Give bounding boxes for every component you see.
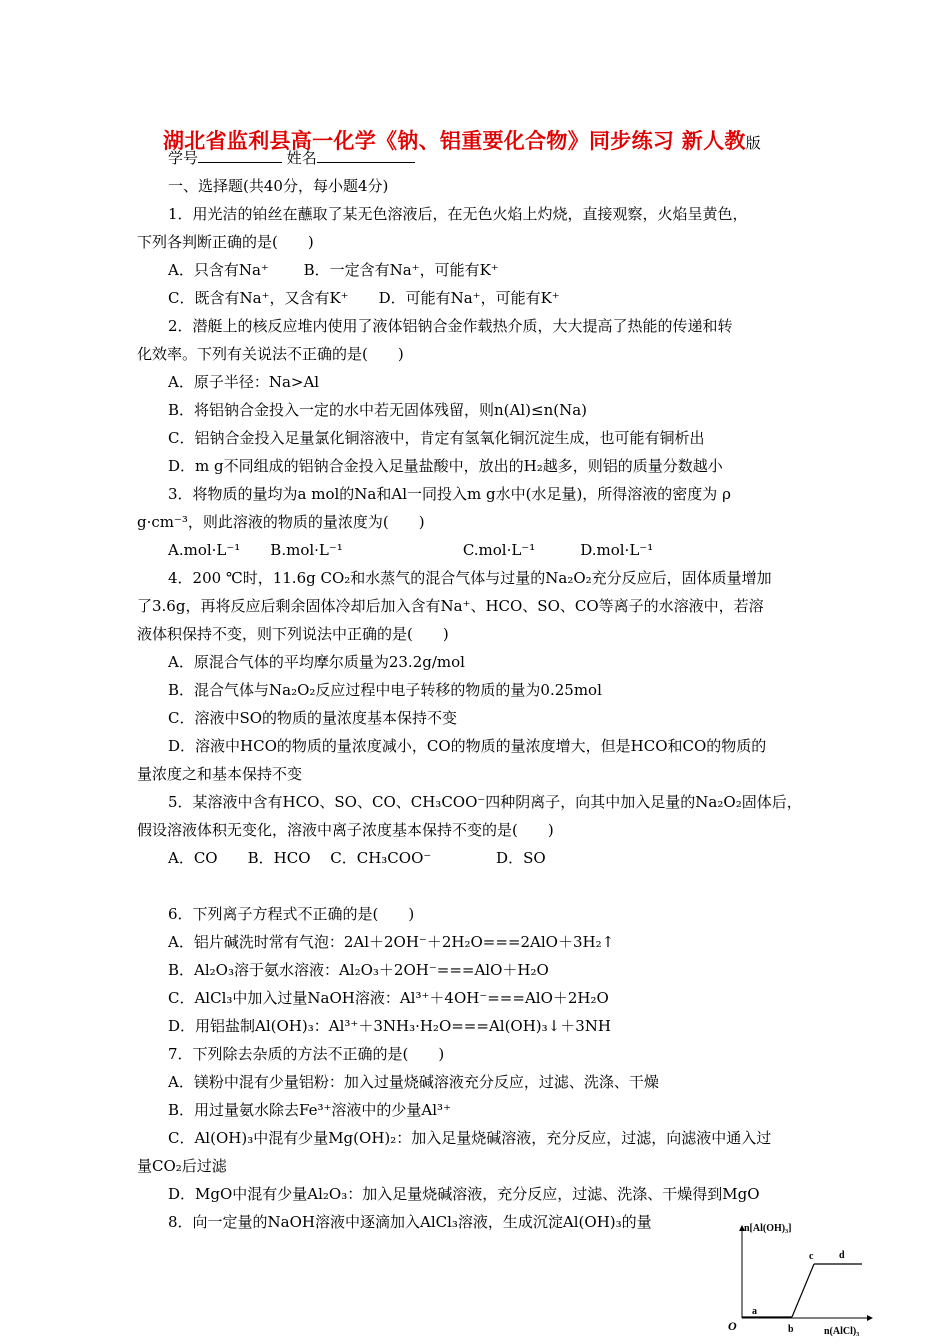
text-line: 量CO₂后过滤 — [137, 1157, 227, 1175]
document-title: 湖北省监利县高一化学《钠、铝重要化合物》同步练习 新人教版 — [163, 128, 762, 153]
text-line: B．用过量氨水除去Fe³⁺溶液中的少量Al³⁺ — [168, 1101, 451, 1119]
text-line: B．混合气体与Na₂O₂反应过程中电子转移的物质的量为0.25mol — [168, 681, 602, 699]
text-line: C．AlCl₃中加入过量NaOH溶液：Al³⁺＋4OH⁻===AlO＋2H₂O — [168, 989, 609, 1007]
point-c-label: c — [809, 1251, 814, 1262]
text-line: 一、选择题(共40分，每小题4分) — [168, 177, 389, 195]
text-line: 7．下列除去杂质的方法不正确的是( ) — [168, 1045, 445, 1063]
text-line: 下列各判断正确的是( ) — [137, 233, 314, 251]
text-line: 5．某溶液中含有HCO、SO、CO、CH₃COO⁻四种阴离子，向其中加入足量的Na₂O₂固体后， — [168, 793, 802, 811]
text-line: A．原子半径：Na>Al — [168, 373, 320, 391]
text-line: C．既含有Na⁺，又含有K⁺ D．可能有Na⁺，可能有K⁺ — [168, 289, 560, 307]
text-line: 量浓度之和基本保持不变 — [137, 765, 303, 783]
text-line: 3．将物质的量均为a mol的Na和Al一同投入m g水中(水足量)，所得溶液的密度为 ρ — [168, 485, 731, 503]
text-line: C．溶液中SO的物质的量浓度基本保持不变 — [168, 709, 458, 727]
student-info-line — [168, 148, 415, 168]
text-line: g·cm⁻³，则此溶液的物质的量浓度为( ) — [137, 513, 425, 531]
point-b-label: b — [788, 1324, 794, 1335]
text-line: A．CO B．HCO C．CH₃COO⁻ D．SO — [168, 849, 546, 867]
text-line: B．将铝钠合金投入一定的水中若无固体残留，则n(Al)≤n(Na) — [168, 401, 588, 419]
name-label: 姓名 — [286, 149, 317, 167]
text-line: 8．向一定量的NaOH溶液中逐滴加入AlCl₃溶液，生成沉淀Al(OH)₃的量 — [168, 1213, 652, 1231]
title-suffix: 版 — [745, 134, 762, 152]
text-line: C．铝钠合金投入足量氯化铜溶液中，肯定有氢氧化铜沉淀生成，也可能有铜析出 — [168, 429, 705, 447]
text-line: D．溶液中HCO的物质的量浓度减小，CO的物质的量浓度增大，但是HCO和CO的物质的 — [168, 737, 767, 755]
text-line: 2．潜艇上的核反应堆内使用了液体铝钠合金作载热介质，大大提高了热能的传递和转 — [168, 317, 733, 335]
text-line: A．只含有Na⁺ B．一定含有Na⁺，可能有K⁺ — [168, 261, 499, 279]
point-a-label: a — [752, 1306, 757, 1317]
text-line: 化效率。下列有关说法不正确的是( ) — [137, 345, 404, 363]
text-line: D．MgO中混有少量Al₂O₃：加入足量烧碱溶液，充分反应，过滤、洗涤、干燥得到MgO — [168, 1185, 760, 1203]
text-line: A．镁粉中混有少量铝粉：加入过量烧碱溶液充分反应，过滤、洗涤、干燥 — [168, 1073, 659, 1091]
text-line: 1．用光洁的铂丝在蘸取了某无色溶液后，在无色火焰上灼烧，直接观察，火焰呈黄色， — [168, 205, 748, 223]
y-axis-label: n[Al(OH)₃] — [744, 1223, 792, 1234]
text-line: A．铝片碱洗时常有气泡：2Al＋2OH⁻＋2H₂O===2AlO＋3H₂↑ — [168, 933, 615, 951]
origin-label: O — [728, 1319, 737, 1333]
text-line: C．Al(OH)₃中混有少量Mg(OH)₂：加入足量烧碱溶液，充分反应，过滤，向滤液中通入过 — [168, 1129, 772, 1147]
x-axis-label: n(AlCl)₃ — [824, 1326, 860, 1337]
text-line: D．m g不同组成的铝钠合金投入足量盐酸中，放出的H₂越多，则铝的质量分数越小 — [168, 457, 723, 475]
text-line: 液体积保持不变，则下列说法中正确的是( ) — [137, 625, 449, 643]
text-line: 了3.6g，再将反应后剩余固体冷却后加入含有Na⁺、HCO、SO、CO等离子的水溶液中，若溶 — [137, 597, 764, 615]
student-no-blank — [198, 148, 282, 163]
name-blank — [317, 148, 415, 163]
text-line: 6．下列离子方程式不正确的是( ) — [168, 905, 415, 923]
graph-segment-bc — [792, 1264, 814, 1317]
text-line: A．原混合气体的平均摩尔质量为23.2g/mol — [168, 653, 465, 671]
text-line: 4．200 ℃时，11.6g CO₂和水蒸气的混合气体与过量的Na₂O₂充分反应后，固体质量增加 — [168, 569, 772, 587]
precipitate-graph — [728, 1218, 878, 1340]
text-line: 假设溶液体积无变化，溶液中离子浓度基本保持不变的是( ) — [137, 821, 554, 839]
text-line: D．用铝盐制Al(OH)₃：Al³⁺＋3NH₃·H₂O===Al(OH)₃↓＋3NH — [168, 1017, 611, 1035]
text-line: A.mol·L⁻¹ B.mol·L⁻¹ C.mol·L⁻¹ D.mol·L⁻¹ — [168, 541, 654, 559]
student-no-label: 学号 — [168, 149, 199, 167]
text-line: B．Al₂O₃溶于氨水溶液：Al₂O₃＋2OH⁻===AlO＋H₂O — [168, 961, 549, 979]
point-d-label: d — [839, 1250, 845, 1261]
